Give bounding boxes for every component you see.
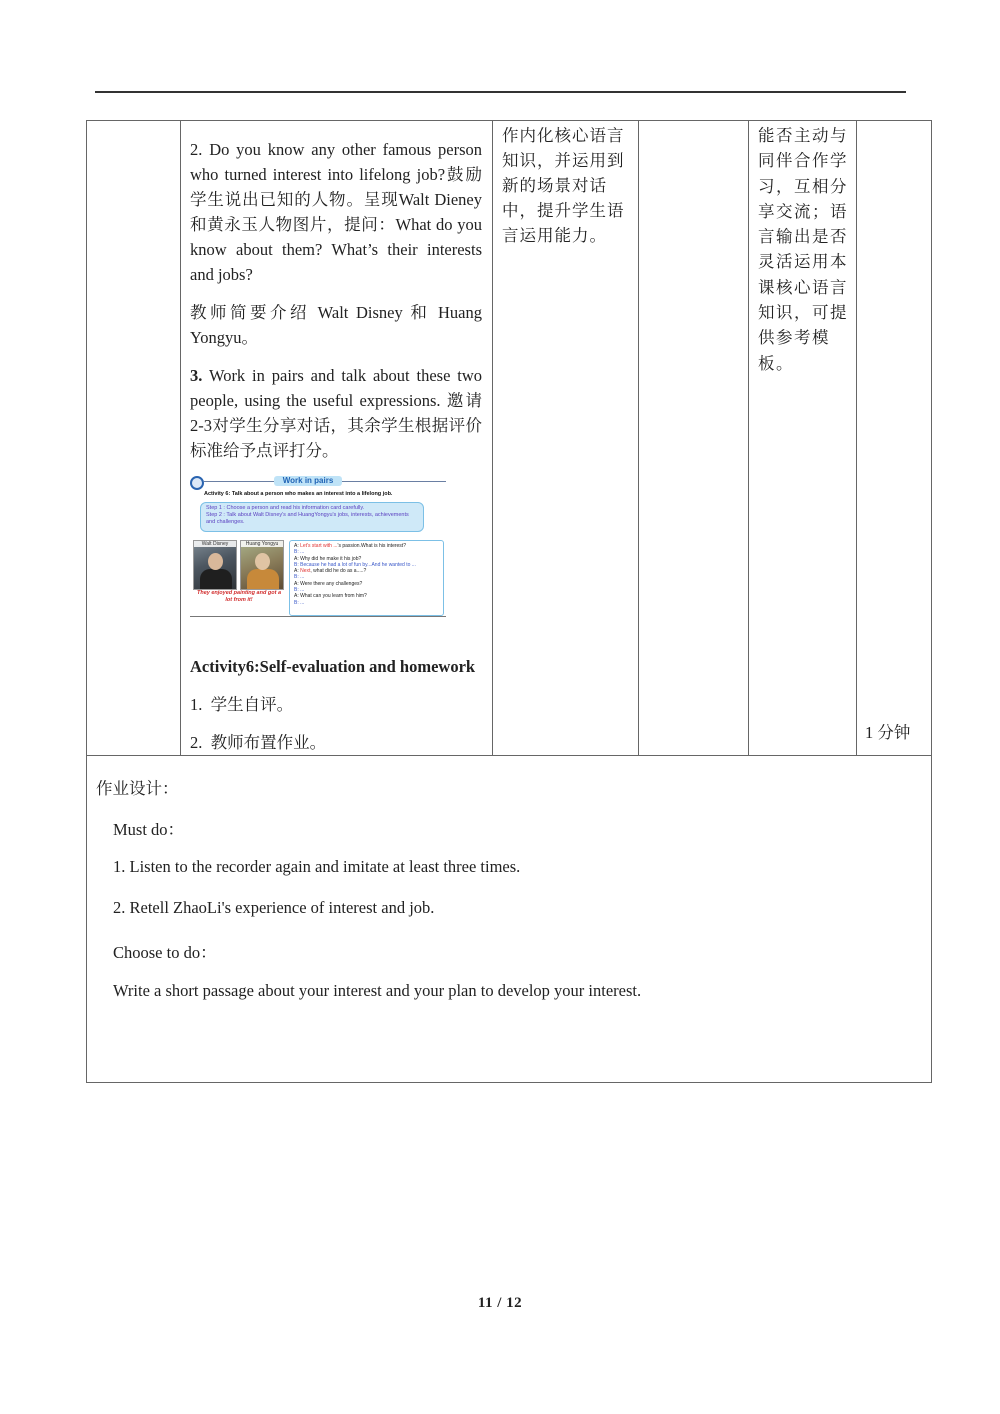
slide-tag: Work in pairs [274, 476, 342, 486]
dialog-template-box [289, 540, 444, 616]
time-label: 1 分钟 [865, 723, 911, 742]
homework-cell [87, 756, 932, 1083]
photo-caption: They enjoyed painting and got a lot from it! [196, 590, 282, 603]
photo-name-label: Huang Yongyu [241, 541, 283, 547]
empty-cell [639, 121, 749, 756]
dialog-line: A: Next, what did he do as a.....? [294, 568, 367, 575]
work-in-pairs-slide [190, 476, 446, 618]
dialog-line: B: ... [294, 549, 305, 556]
evaluation-cell: 能否主动与同伴合作学习，互相分享交流；语言输出是否灵活运用本课核心语言知识，可提供参考模板。 [749, 121, 857, 756]
purpose-cell: 作内化核心语言知识，并运用到新的场景对话中，提升学生语言运用能力。 [493, 121, 639, 756]
person-face [208, 553, 223, 570]
dialog-line: B: ... [294, 587, 305, 594]
procedure-row [87, 121, 932, 756]
walt-disney-photo [193, 540, 237, 590]
time-cell [857, 121, 932, 756]
slide-bottom-line [190, 616, 446, 617]
pair-work-text: Work in pairs and talk about these two people, using the useful expressions. 邀请2-3对学生分享对话，其余学生根据评价标准给予点评打分。 [190, 366, 482, 460]
procedure-cell [181, 121, 493, 756]
self-evaluation-item: 1. 学生自评。 [190, 695, 294, 714]
slide-steps-box [200, 502, 424, 532]
stage-cell [87, 121, 181, 756]
school-logo-icon [190, 476, 204, 490]
slide-step-1: Step 1 : Choose a person and read his information card carefully. [206, 505, 365, 511]
homework-item: 2. 教师布置作业。 [190, 733, 327, 752]
step-number: 3. [190, 366, 203, 385]
lesson-plan-table [86, 120, 932, 1083]
homework-title: 作业设计： [96, 779, 179, 798]
dialog-line: B: ... [294, 599, 305, 606]
dialog-line: A: Why did he make it his job? [294, 555, 362, 562]
person-silhouette [200, 569, 232, 590]
choose-to-do-item: Write a short passage about your interest and your plan to develop your interest. [113, 981, 642, 1000]
choose-to-do-label: Choose to do： [113, 943, 217, 962]
header-rule [95, 91, 906, 93]
slide-step-2: Step 2 : Talk about Walt Disney's and HuangYongyu's jobs, interests, achievements and challenges. [206, 512, 409, 525]
procedure-pair-work [190, 363, 482, 463]
dialog-line: B: Because he had a lot of fun by...And he wanted to ... [294, 561, 416, 568]
page-number: 11 / 12 [477, 1295, 523, 1311]
dialog-line: A: Were there any challenges? [294, 580, 363, 587]
person-silhouette [247, 569, 279, 590]
slide-activity-title: Activity 6: Talk about a person who makes an interest into a lifelong job. [204, 491, 393, 497]
photo-name-label: Walt Disney [194, 541, 236, 547]
person-face [255, 553, 270, 570]
procedure-teacher-intro: 教师简要介绍 Walt Disney 和 Huang Yongyu。 [190, 303, 482, 347]
must-do-item-1: 1. Listen to the recorder again and imitate at least three times. [113, 857, 521, 876]
must-do-label: Must do： [113, 820, 185, 839]
dialog-line: A: What can you learn from him? [294, 593, 367, 600]
must-do-item-2: 2. Retell ZhaoLi's experience of interest and job. [113, 898, 435, 917]
huang-yongyu-photo [240, 540, 284, 590]
activity6-heading: Activity6:Self-evaluation and homework [190, 657, 476, 676]
procedure-question: 2. Do you know any other famous person who turned interest into lifelong job?鼓励学生说出已知的人物。呈现Walt Dieney和黄永玉人物图片，提问：What do you know about them? What’s their interests and jobs? [190, 140, 482, 284]
homework-row [87, 756, 932, 1083]
dialog-line: B: ... [294, 574, 305, 581]
dialog-line: A: Let's start with ...'s passion.What is his interest? [294, 543, 406, 549]
